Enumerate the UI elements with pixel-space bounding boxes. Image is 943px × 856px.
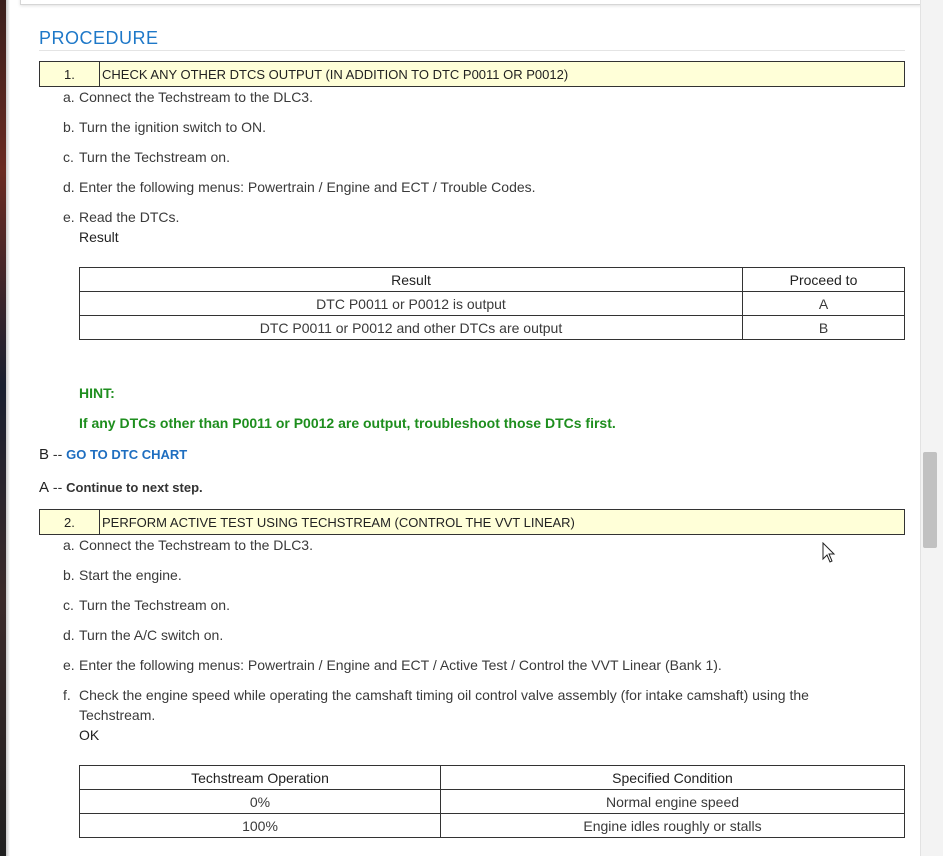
substep-text: Connect the Techstream to the DLC3. xyxy=(79,89,313,105)
mouse-cursor-icon xyxy=(822,542,836,564)
step-1-substep-b xyxy=(63,117,863,137)
step-1-number: 1. xyxy=(40,62,100,86)
substep-letter: a. xyxy=(63,537,75,553)
substep-letter: c. xyxy=(63,597,74,613)
table-cell: A xyxy=(743,292,905,316)
hint-title: HINT: xyxy=(79,385,115,401)
previous-section-box xyxy=(20,0,922,5)
substep-letter: d. xyxy=(63,627,75,643)
decision-key: B xyxy=(39,446,50,463)
specified-condition-table xyxy=(79,765,905,838)
step-1-substep-d xyxy=(63,177,863,197)
section-title-rule xyxy=(39,50,905,51)
step-2-substep-c xyxy=(63,595,863,615)
table-cell: DTC P0011 or P0012 is output xyxy=(80,292,743,316)
substep-letter: e. xyxy=(63,657,75,673)
substep-letter: a. xyxy=(63,89,75,105)
substep-letter: b. xyxy=(63,119,75,135)
decision-separator: -- xyxy=(49,479,67,495)
ok-table-label: OK xyxy=(79,727,100,743)
decision-a xyxy=(39,479,203,496)
table-cell: Engine idles roughly or stalls xyxy=(441,814,905,838)
substep-text: Read the DTCs. xyxy=(79,209,180,225)
table-cell: B xyxy=(743,316,905,340)
step-1-substep-e xyxy=(63,207,863,227)
table-cell: 0% xyxy=(80,790,441,814)
hint-text: If any DTCs other than P0011 or P0012 are output, troubleshoot those DTCs first. xyxy=(79,415,616,431)
step-1-title: CHECK ANY OTHER DTCS OUTPUT (IN ADDITION TO DTC P0011 OR P0012) xyxy=(102,66,569,82)
table-row xyxy=(80,292,905,316)
substep-text: Connect the Techstream to the DLC3. xyxy=(79,537,313,553)
substep-text: Check the engine speed while operating the camshaft timing oil control valve assembly (for intake camshaft) using the Techstream. xyxy=(79,687,809,723)
result-table xyxy=(79,267,905,340)
vertical-scrollbar[interactable] xyxy=(920,0,943,856)
step-2-title: PERFORM ACTIVE TEST USING TECHSTREAM (CONTROL THE VVT LINEAR) xyxy=(102,514,575,530)
table-row xyxy=(80,814,905,838)
step-2-substep-d xyxy=(63,625,863,645)
table-header-cell: Techstream Operation xyxy=(80,766,441,790)
substep-text: Turn the Techstream on. xyxy=(79,597,230,613)
table-cell: DTC P0011 or P0012 and other DTCs are output xyxy=(80,316,743,340)
table-header-row xyxy=(80,268,905,292)
step-2-substep-b xyxy=(63,565,863,585)
substep-text: Turn the A/C switch on. xyxy=(79,627,224,643)
step-2-number: 2. xyxy=(40,510,100,534)
substep-letter: c. xyxy=(63,149,74,165)
window-left-shadow xyxy=(6,0,10,856)
step-1-header xyxy=(39,61,905,87)
substep-text: Enter the following menus: Powertrain / Engine and ECT / Active Test / Control the VVT Linear (Bank 1). xyxy=(79,657,722,673)
step-1-substep-a xyxy=(63,87,863,107)
table-cell: Normal engine speed xyxy=(441,790,905,814)
decision-text: Continue to next step. xyxy=(66,480,203,495)
substep-letter: e. xyxy=(63,209,75,225)
table-row xyxy=(80,316,905,340)
step-2-substep-f xyxy=(63,685,863,725)
go-to-dtc-chart-link[interactable]: GO TO DTC CHART xyxy=(66,447,188,462)
substep-letter: b. xyxy=(63,567,75,583)
section-title: PROCEDURE xyxy=(39,28,159,48)
scrollbar-thumb[interactable] xyxy=(923,452,937,548)
step-2-header xyxy=(39,509,905,535)
decision-key: A xyxy=(39,479,50,496)
table-header-cell: Specified Condition xyxy=(441,766,905,790)
step-2-substep-a xyxy=(63,535,863,555)
table-header-cell: Proceed to xyxy=(743,268,905,292)
table-header-row xyxy=(80,766,905,790)
substep-text: Turn the ignition switch to ON. xyxy=(79,119,267,135)
substep-text: Enter the following menus: Powertrain / Engine and ECT / Trouble Codes. xyxy=(79,179,536,195)
result-table-label: Result xyxy=(79,229,119,245)
table-cell: 100% xyxy=(80,814,441,838)
decision-separator: -- xyxy=(49,446,67,462)
substep-letter: f. xyxy=(63,687,71,703)
step-2-substep-e xyxy=(63,655,863,675)
table-row xyxy=(80,790,905,814)
substep-text: Turn the Techstream on. xyxy=(79,149,230,165)
decision-b xyxy=(39,446,187,463)
step-1-substep-c xyxy=(63,147,863,167)
substep-text: Start the engine. xyxy=(79,567,182,583)
table-header-cell: Result xyxy=(80,268,743,292)
substep-letter: d. xyxy=(63,179,75,195)
